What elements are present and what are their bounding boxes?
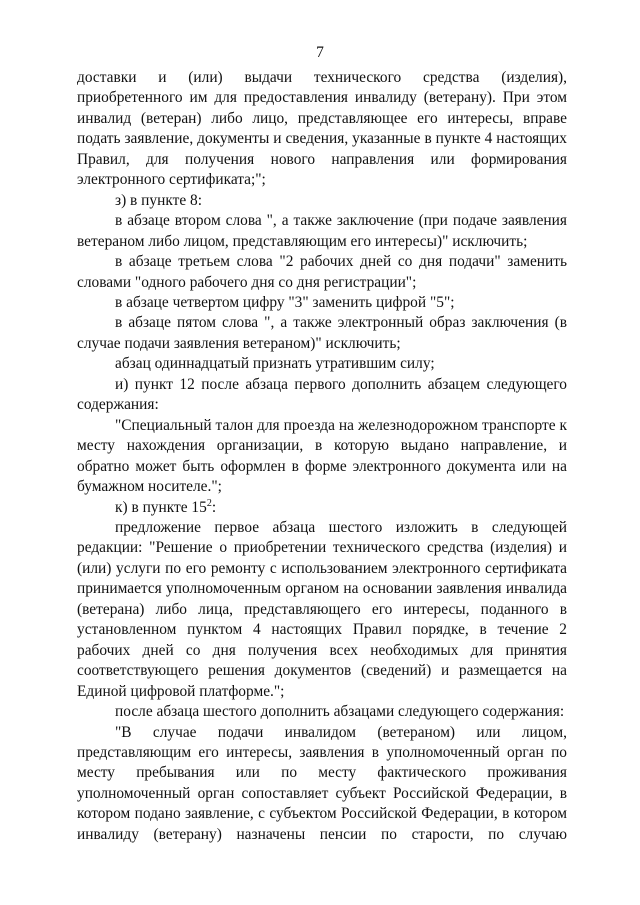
item-k-superscript: 2 <box>206 497 212 509</box>
paragraph-item-z-abzac-5: в абзаце пятом слова ", а также электронный образ заключения (в случае подачи заявления ветераном)" исключить; <box>77 314 567 352</box>
paragraph-item-i-heading: и) пункт 12 после абзаца первого дополнить абзацем следующего содержания: <box>77 375 567 414</box>
paragraph-item-z-abzac-11: абзац одиннадцатый признать утратившим силу; <box>115 355 435 373</box>
paragraph-special-ticket: "Специальный талон для проезда на железнодорожном транспорте к месту нахождения организации, в которую выдано направление, и обратно может быть оформлен в форме электронного документа или на бумажном носителе."; <box>77 416 567 496</box>
paragraph-add-abzacs: после абзаца шестого дополнить абзацами следующего содержания: <box>115 703 565 721</box>
paragraph-item-k-heading <box>77 498 567 518</box>
paragraph-delivery-conditions: доставки и (или) выдачи технического средства (изделия), приобретенного им для предоставления инвалиду (ветерану). При этом инвалид (ветеран) либо лицо, представляющее его интересы, вправе подать заявление, документы и сведения, указанные в пункте 4 настоящих Правил, для получения нового направления или формирования электронного сертификата;"; <box>77 69 567 189</box>
page-number: 7 <box>316 44 324 61</box>
paragraph-item-z-abzac-2: в абзаце втором слова ", а также заключение (при подаче заявления ветераном либо лицом, представляющим его интересы)" исключить; <box>77 212 567 250</box>
paragraph-item-z-abzac-3: в абзаце третьем слова "2 рабочих дней со дня подачи" заменить словами "одного рабочего дня со дня регистрации"; <box>77 253 567 291</box>
document-body <box>77 68 567 845</box>
paragraph-case-of-filing: "В случае подачи инвалидом (ветераном) или лицом, представляющим его интересы, заявления в уполномоченный орган по месту пребывания или по месту фактического проживания уполномоченный орган сопоставляет субъект Российской Федерации, в котором подано заявление, с субъектом Российской Федерации, в котором инвалиду (ветерану) назначены пенсии по старости, по случаю <box>77 723 567 843</box>
paragraph-item-z-heading: з) в пункте 8: <box>115 191 202 209</box>
paragraph-decision-wording: предложение первое абзаца шестого изложить в следующей редакции: "Решение о приобретении технического средства (изделия) и (или) услуги по его ремонту с использованием электронного сертификата принимается уполномоченным органом на основании заявления инвалида (ветерана) либо лица, представляющего его интересы, поданного в установленном пунктом 4 настоящих Правил порядке, в течение 2 рабочих дней со дня получения всех необходимых для принятия соответствующего решения документов (сведений) и размещается на Единой цифровой платформе."; <box>77 518 567 700</box>
item-k-text: к) в пункте 15 <box>115 498 207 516</box>
paragraph-item-z-abzac-4: в абзаце четвертом цифру "3" заменить цифрой "5"; <box>115 293 455 311</box>
item-k-suffix: : <box>211 498 217 516</box>
